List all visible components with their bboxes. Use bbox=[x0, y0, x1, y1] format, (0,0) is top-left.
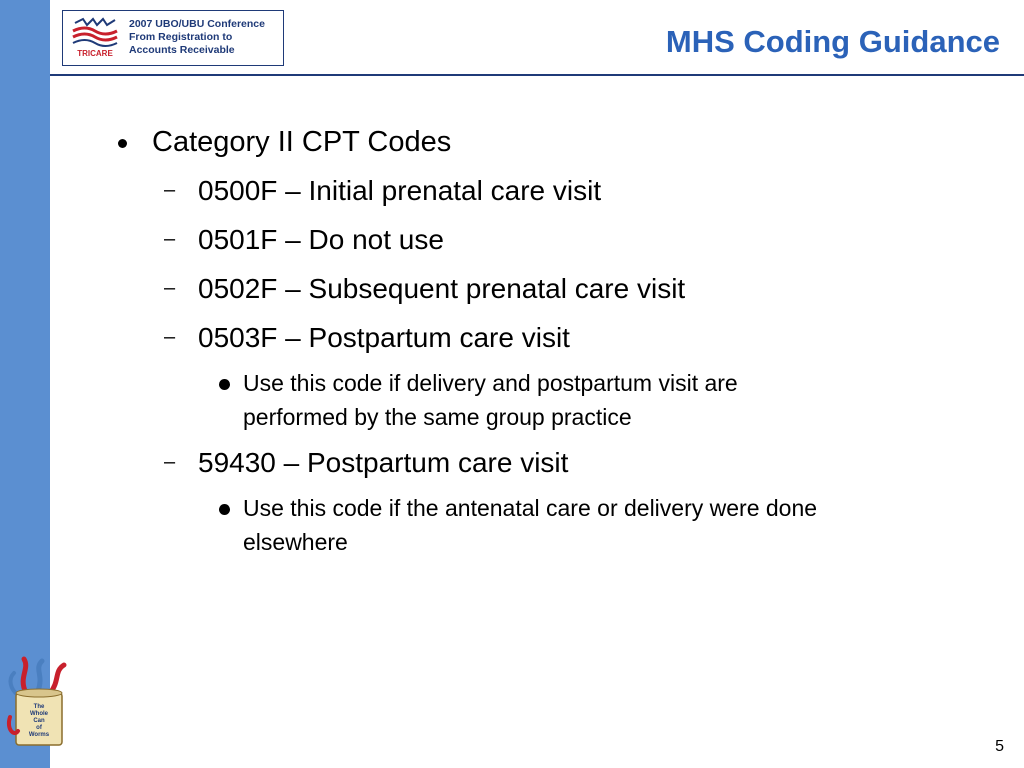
bullet-0501f: 0501F – Do not use bbox=[198, 224, 444, 255]
bullet-0502f: 0502F – Subsequent prenatal care visit bbox=[198, 273, 686, 304]
mascot-line-4: of bbox=[36, 725, 42, 731]
conference-line-1: 2007 UBO/UBU Conference bbox=[129, 18, 265, 30]
mascot-line-5: Worms bbox=[28, 732, 50, 738]
mascot-line-1: The bbox=[33, 704, 45, 710]
note-0503f-line-2: performed by the same group practice bbox=[243, 404, 632, 430]
mascot-line-3: Can bbox=[33, 718, 45, 724]
page-number: 5 bbox=[995, 738, 1004, 755]
dash-marker: – bbox=[164, 179, 176, 201]
bullet-dot bbox=[118, 139, 127, 148]
bullet-0500f: 0500F – Initial prenatal care visit bbox=[198, 175, 602, 206]
bullet-59430: 59430 – Postpartum care visit bbox=[198, 447, 569, 478]
conference-line-3: Accounts Receivable bbox=[129, 44, 235, 56]
sub-bullet-dot bbox=[219, 379, 230, 390]
note-59430-line-2: elsewhere bbox=[243, 529, 348, 555]
slide-title: MHS Coding Guidance bbox=[665, 24, 1000, 59]
conference-line-2: From Registration to bbox=[129, 31, 233, 43]
can-of-worms-mascot bbox=[4, 655, 74, 750]
dash-marker: – bbox=[164, 326, 176, 348]
note-59430-line-1: Use this code if the antenatal care or delivery were done bbox=[243, 495, 818, 521]
tricare-logo-text: TRICARE bbox=[77, 49, 113, 58]
sub-bullet-dot bbox=[219, 504, 230, 515]
note-0503f-line-1: Use this code if delivery and postpartum visit are bbox=[243, 370, 738, 396]
dash-marker: – bbox=[164, 451, 176, 473]
dash-marker: – bbox=[164, 277, 176, 299]
mascot-line-2: Whole bbox=[30, 711, 48, 717]
bullet-0503f: 0503F – Postpartum care visit bbox=[198, 322, 570, 353]
dash-marker: – bbox=[164, 228, 176, 250]
bullet-category-ii: Category II CPT Codes bbox=[152, 126, 452, 158]
